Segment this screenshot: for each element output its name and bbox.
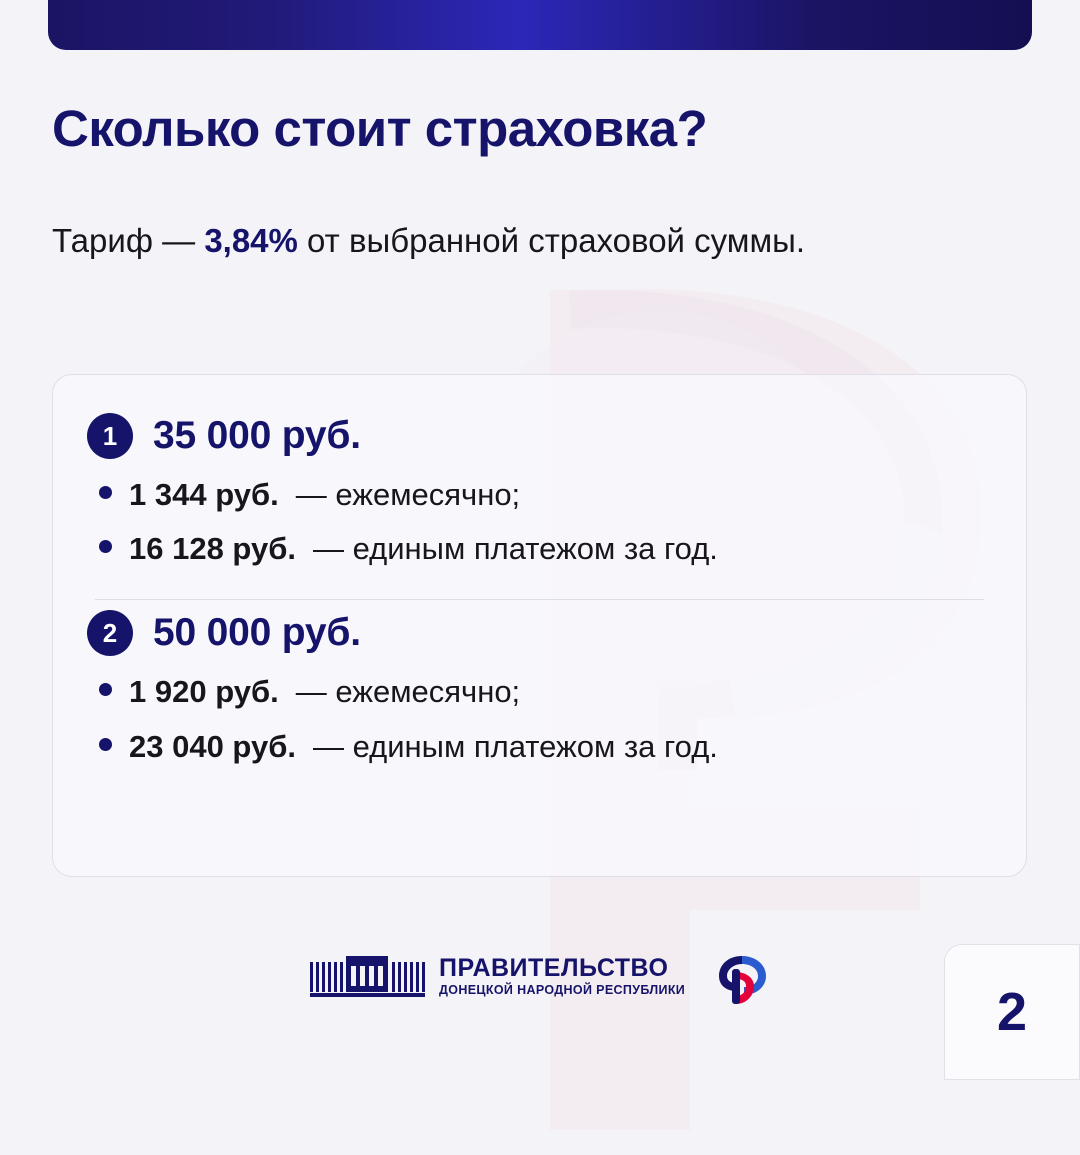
group-1-number-badge: 1 <box>87 413 133 459</box>
tariff-group-2 <box>87 610 992 764</box>
bullet-dot-icon <box>99 540 112 553</box>
group-2-row-2-text: — единым платежом за год. <box>312 728 718 764</box>
government-logo <box>310 954 685 998</box>
government-logo-line2: ДОНЕЦКОЙ НАРОДНОЙ РЕСПУБЛИКИ <box>439 982 686 997</box>
group-1-row-2-text: — единым платежом за год. <box>312 531 718 567</box>
bullet-dot-icon <box>99 738 112 751</box>
bullet-dot-icon <box>99 683 112 696</box>
card-divider <box>95 599 984 600</box>
group-1-header <box>87 413 992 459</box>
group-2-header <box>87 610 992 656</box>
group-1-row-2-amount: 16 128 руб. <box>129 531 296 567</box>
group-2-row-1-amount: 1 920 руб. <box>129 674 279 710</box>
group-2-number-badge: 2 <box>87 610 133 656</box>
government-logo-line1: ПРАВИТЕЛЬСТВО <box>439 954 669 983</box>
tariff-card <box>52 374 1027 877</box>
tariff-group-1 <box>87 413 992 567</box>
bullet-dot-icon <box>99 486 112 499</box>
subtitle-text-before: Тариф — <box>52 222 205 259</box>
group-1-row-2 <box>99 530 992 567</box>
group-1-row-1-amount: 1 344 руб. <box>129 477 279 512</box>
page-subtitle <box>52 218 952 265</box>
group-1-amount: 35 000 руб. <box>153 414 361 457</box>
subtitle-text-after: от выбранной страховой суммы. <box>297 222 806 259</box>
group-2-row-2 <box>99 728 992 765</box>
group-1-row-1 <box>99 476 992 513</box>
group-1-row-1-text: — ежемесячно; <box>295 477 521 512</box>
group-2-row-1-text: — ежемесячно; <box>295 674 521 710</box>
page-number-badge: 2 <box>944 944 1080 1080</box>
group-2-amount: 50 000 руб. <box>153 611 361 655</box>
group-2-row-1 <box>99 673 992 710</box>
government-logo-text <box>439 955 685 996</box>
government-building-icon <box>310 954 425 998</box>
subtitle-rate-value: 3,84% <box>204 222 298 259</box>
page-title: Сколько стоит страховка? <box>52 100 708 157</box>
top-gradient-bar <box>48 0 1032 50</box>
sfr-logo-icon <box>712 952 774 1008</box>
group-2-row-2-amount: 23 040 руб. <box>129 728 296 764</box>
footer <box>0 952 1080 1044</box>
